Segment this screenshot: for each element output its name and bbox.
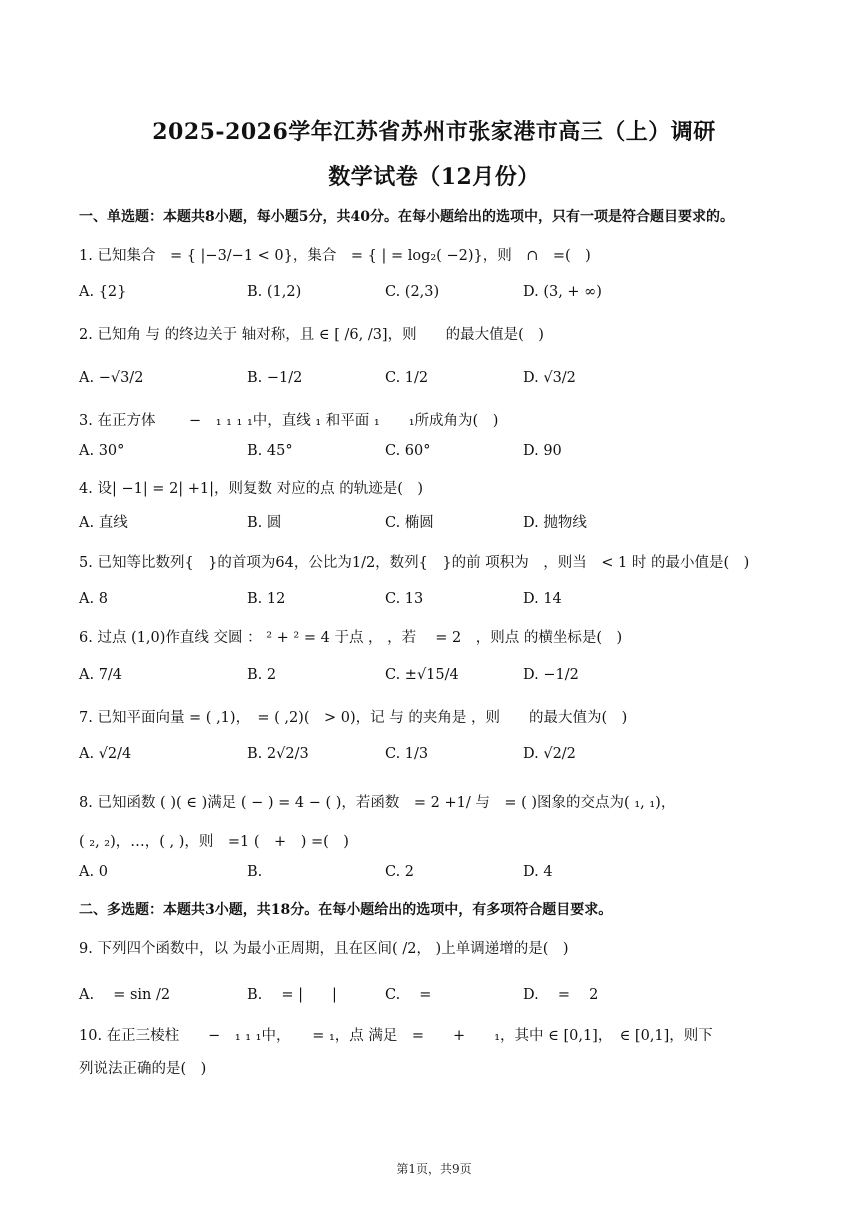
question-8-line1: 8. 已知函数 ( )( ∈ )满足 ( − ) = 4 − ( )，若函数 = 2 +1/ 与 = ( )图象的交点为( ₁, ₁)， bbox=[79, 795, 676, 811]
option-a: A. 30° bbox=[79, 443, 125, 459]
question-1-options bbox=[0, 284, 868, 310]
option-b: B. 12 bbox=[247, 591, 286, 607]
option-b: B. 圆 bbox=[247, 515, 282, 531]
option-b: B. 45° bbox=[247, 443, 293, 459]
question-6: 6. 过点 (1,0)作直线 交圆 ： ² + ² = 4 于点 ， ，若 = 2 ，则点 的横坐标是( ) bbox=[79, 630, 623, 646]
option-a: A. 直线 bbox=[79, 515, 128, 531]
question-10-line1: 10. 在正三棱柱 − ₁ ₁ ₁中， = ₁，点 满足 = + ₁，其中 ∈ [0,1]， ∈ [0,1]，则下 bbox=[79, 1028, 713, 1044]
option-d: D. 抛物线 bbox=[523, 515, 587, 531]
question-9-options bbox=[0, 983, 868, 1009]
option-a: A. = sin /2 bbox=[79, 987, 171, 1003]
option-c: C. ±√15/4 bbox=[385, 667, 459, 683]
page-number-footer: 第1页，共9页 bbox=[396, 1162, 472, 1176]
option-b: B. 2 bbox=[247, 667, 277, 683]
question-4: 4. 设| −1| = 2| +1|，则复数 对应的点 的轨迹是( ) bbox=[79, 481, 424, 497]
option-b: B. bbox=[247, 864, 263, 880]
option-d: D. (3, + ∞) bbox=[523, 284, 602, 300]
option-a: A. 7/4 bbox=[79, 667, 123, 683]
option-a: A. −√3/2 bbox=[79, 370, 144, 386]
option-b: B. = | | bbox=[247, 987, 337, 1003]
option-a: A. 0 bbox=[79, 864, 108, 880]
exam-title-line1: 2025-2026学年江苏省苏州市张家港市高三（上）调研 bbox=[152, 119, 716, 145]
option-d: D. √2/2 bbox=[523, 746, 576, 762]
option-d: D. = 2 bbox=[523, 987, 599, 1003]
option-c: C. 60° bbox=[385, 443, 431, 459]
question-5: 5. 已知等比数列{ }的首项为64，公比为1/2，数列{ }的前 项积为 ，则当 < 1 时 的最小值是( ) bbox=[79, 555, 750, 571]
question-9: 9. 下列四个函数中，以 为最小正周期，且在区间( /2， )上单调递增的是( ) bbox=[79, 941, 569, 957]
question-2: 2. 已知角 与 的终边关于 轴对称，且 ∈ [ /6, /3]，则 的最大值是( ) bbox=[79, 327, 544, 343]
question-8-line2: ( ₂, ₂)，…，( , )，则 =1 ( + ) =( ) bbox=[79, 834, 349, 850]
question-8-options bbox=[0, 864, 868, 890]
section-multi-choice-heading: 二、多选题：本题共3小题，共18分。在每小题给出的选项中，有多项符合题目要求。 bbox=[79, 902, 613, 918]
option-c: C. 1/3 bbox=[385, 746, 429, 762]
question-3: 3. 在正方体 − ₁ ₁ ₁ ₁中，直线 ₁ 和平面 ₁ ₁所成角为( ) bbox=[79, 413, 499, 429]
option-c: C. = bbox=[385, 987, 432, 1003]
question-1: 1. 已知集合 = { |−3/−1 < 0}，集合 = { | = log₂( −2)}，则 ∩ =( ) bbox=[79, 248, 591, 264]
question-7-options bbox=[0, 746, 868, 772]
option-d: D. 90 bbox=[523, 443, 562, 459]
option-a: A. 8 bbox=[79, 591, 108, 607]
option-b: B. −1/2 bbox=[247, 370, 303, 386]
question-10-line2: 列说法正确的是( ) bbox=[79, 1061, 207, 1077]
option-b: B. (1,2) bbox=[247, 284, 302, 300]
option-a: A. √2/4 bbox=[79, 746, 132, 762]
question-5-options bbox=[0, 591, 868, 617]
question-7: 7. 已知平面向量 = ( ,1)， = ( ,2)( > 0)，记 与 的夹角是 ，则 的最大值为( ) bbox=[79, 710, 628, 726]
option-b: B. 2√2/3 bbox=[247, 746, 309, 762]
option-c: C. 椭圆 bbox=[385, 515, 434, 531]
question-2-options bbox=[0, 370, 868, 396]
option-c: C. 13 bbox=[385, 591, 424, 607]
option-d: D. 4 bbox=[523, 864, 553, 880]
option-d: D. −1/2 bbox=[523, 667, 579, 683]
option-d: D. 14 bbox=[523, 591, 562, 607]
exam-title-line2: 数学试卷（12月份） bbox=[328, 164, 540, 190]
option-c: C. (2,3) bbox=[385, 284, 440, 300]
option-d: D. √3/2 bbox=[523, 370, 576, 386]
question-4-options bbox=[0, 511, 868, 537]
question-3-options bbox=[0, 443, 868, 469]
question-6-options bbox=[0, 667, 868, 693]
section-single-choice-heading: 一、单选题：本题共8小题，每小题5分，共40分。在每小题给出的选项中，只有一项是符合题目要求的。 bbox=[79, 209, 734, 225]
option-a: A. {2} bbox=[79, 284, 127, 300]
option-c: C. 2 bbox=[385, 864, 415, 880]
option-c: C. 1/2 bbox=[385, 370, 429, 386]
